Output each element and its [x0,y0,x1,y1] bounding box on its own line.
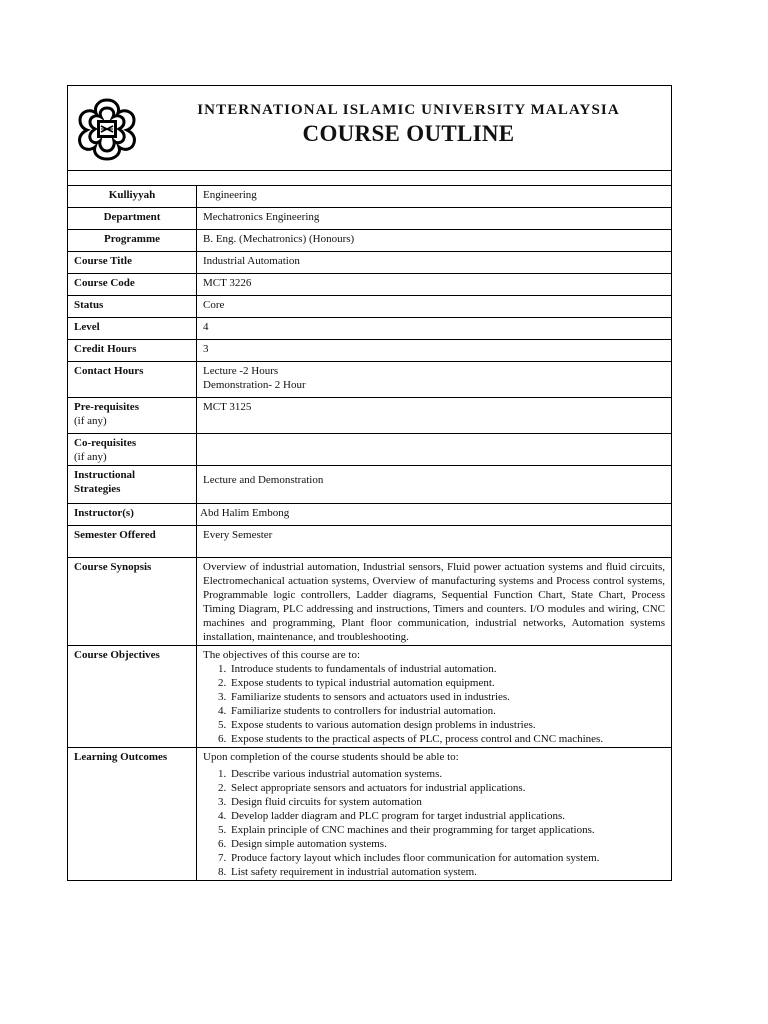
table-row [68,362,672,398]
credit-hours-label: Credit Hours [68,340,197,362]
course-objectives-value [197,646,672,748]
table-row [68,274,672,296]
prerequisites-value: MCT 3125 [197,398,672,434]
instructional-label-line2: Strategies [74,483,121,495]
table-row [68,466,672,504]
course-outline-table [67,185,672,881]
prerequisites-sublabel: (if any) [74,415,107,427]
list-item: 6. Design simple automation systems. [229,837,665,851]
course-code-label: Course Code [68,274,197,296]
programme-value: B. Eng. (Mechatronics) (Honours) [197,230,672,252]
table-row [68,252,672,274]
table-row [68,318,672,340]
page-title: COURSE OUTLINE [302,121,515,146]
corequisites-label [68,434,197,466]
corequisites-title: Co-requisites [74,437,137,449]
prerequisites-title: Pre-requisites [74,401,139,413]
table-row [68,526,672,558]
list-item: 7. Produce factory layout which includes floor communication for automation system. [229,851,665,865]
instructional-label-line1: Instructional [74,469,136,481]
header-spacer [67,171,672,185]
table-row [68,558,672,646]
department-label: Department [68,208,197,230]
table-row [68,434,672,466]
document-header [67,85,672,171]
contact-hours-label: Contact Hours [68,362,197,398]
objectives-intro: The objectives of this course are to: [203,649,361,661]
status-label: Status [68,296,197,318]
table-row [68,186,672,208]
list-item: 4. Familiarize students to controllers for industrial automation. [229,704,665,718]
instructors-value: Abd Halim Embong [197,504,672,526]
course-title-label: Course Title [68,252,197,274]
outcomes-intro: Upon completion of the course students should be able to: [203,751,459,763]
objectives-list [203,662,665,746]
learning-outcomes-value [197,748,672,881]
status-value: Core [197,296,672,318]
course-synopsis-label: Course Synopsis [68,558,197,646]
instructional-strategies-text: Lecture and Demonstration [203,474,324,486]
list-item: 6. Expose students to the practical aspects of PLC, process control and CNC machines. [229,732,665,746]
prerequisites-label [68,398,197,434]
outcomes-list [203,767,665,879]
corequisites-value [197,434,672,466]
list-item: 1. Describe various industrial automation systems. [229,767,665,781]
course-code-value: MCT 3226 [197,274,672,296]
table-row [68,748,672,881]
learning-outcomes-label: Learning Outcomes [68,748,197,881]
list-item: 1. Introduce students to fundamentals of industrial automation. [229,662,665,676]
list-item: 5. Expose students to various automation design problems in industries. [229,718,665,732]
course-synopsis-value: Overview of industrial automation, Industrial sensors, Fluid power actuation systems and fluid circuits, Electromechanical actuation systems, Overview of manufacturing systems and Process control systems, Programmable logic controllers, Ladder diagrams, Sequential Function Chart, State Chart, Process Timing Diagram, PLC addressing and instructions, Timers and counters. I/O modules and wiring, CNC machines and programming, Plant floor communication, industrial networks, Automation systems installation, maintenance, and troubleshooting. [197,558,672,646]
university-name: INTERNATIONAL ISLAMIC UNIVERSITY MALAYSIA [197,102,620,118]
level-value: 4 [197,318,672,340]
course-objectives-label: Course Objectives [68,646,197,748]
kulliyyah-label: Kulliyyah [68,186,197,208]
kulliyyah-value: Engineering [197,186,672,208]
instructors-label: Instructor(s) [68,504,197,526]
list-item: 3. Design fluid circuits for system automation [229,795,665,809]
semester-offered-value: Every Semester [197,526,672,558]
list-item: 4. Develop ladder diagram and PLC program for target industrial applications. [229,809,665,823]
table-row [68,296,672,318]
corequisites-sublabel: (if any) [74,451,107,463]
level-label: Level [68,318,197,340]
iium-crest-icon [70,96,144,162]
table-row [68,208,672,230]
programme-label: Programme [68,230,197,252]
table-row [68,230,672,252]
contact-hours-value [197,362,672,398]
credit-hours-value: 3 [197,340,672,362]
list-item: 3. Familiarize students to sensors and actuators used in industries. [229,690,665,704]
list-item: 5. Explain principle of CNC machines and their programming for target applications. [229,823,665,837]
table-row [68,646,672,748]
list-item: 8. List safety requirement in industrial automation system. [229,865,665,879]
department-value: Mechatronics Engineering [197,208,672,230]
table-row [68,398,672,434]
list-item: 2. Expose students to typical industrial automation equipment. [229,676,665,690]
table-row [68,340,672,362]
instructional-strategies-value [197,466,672,504]
course-title-value: Industrial Automation [197,252,672,274]
list-item: 2. Select appropriate sensors and actuators for industrial applications. [229,781,665,795]
contact-hours-lecture: Lecture -2 Hours [203,365,279,377]
table-row [68,504,672,526]
semester-offered-label: Semester Offered [68,526,197,558]
contact-hours-demonstration: Demonstration- 2 Hour [203,379,306,391]
instructional-strategies-label [68,466,197,504]
